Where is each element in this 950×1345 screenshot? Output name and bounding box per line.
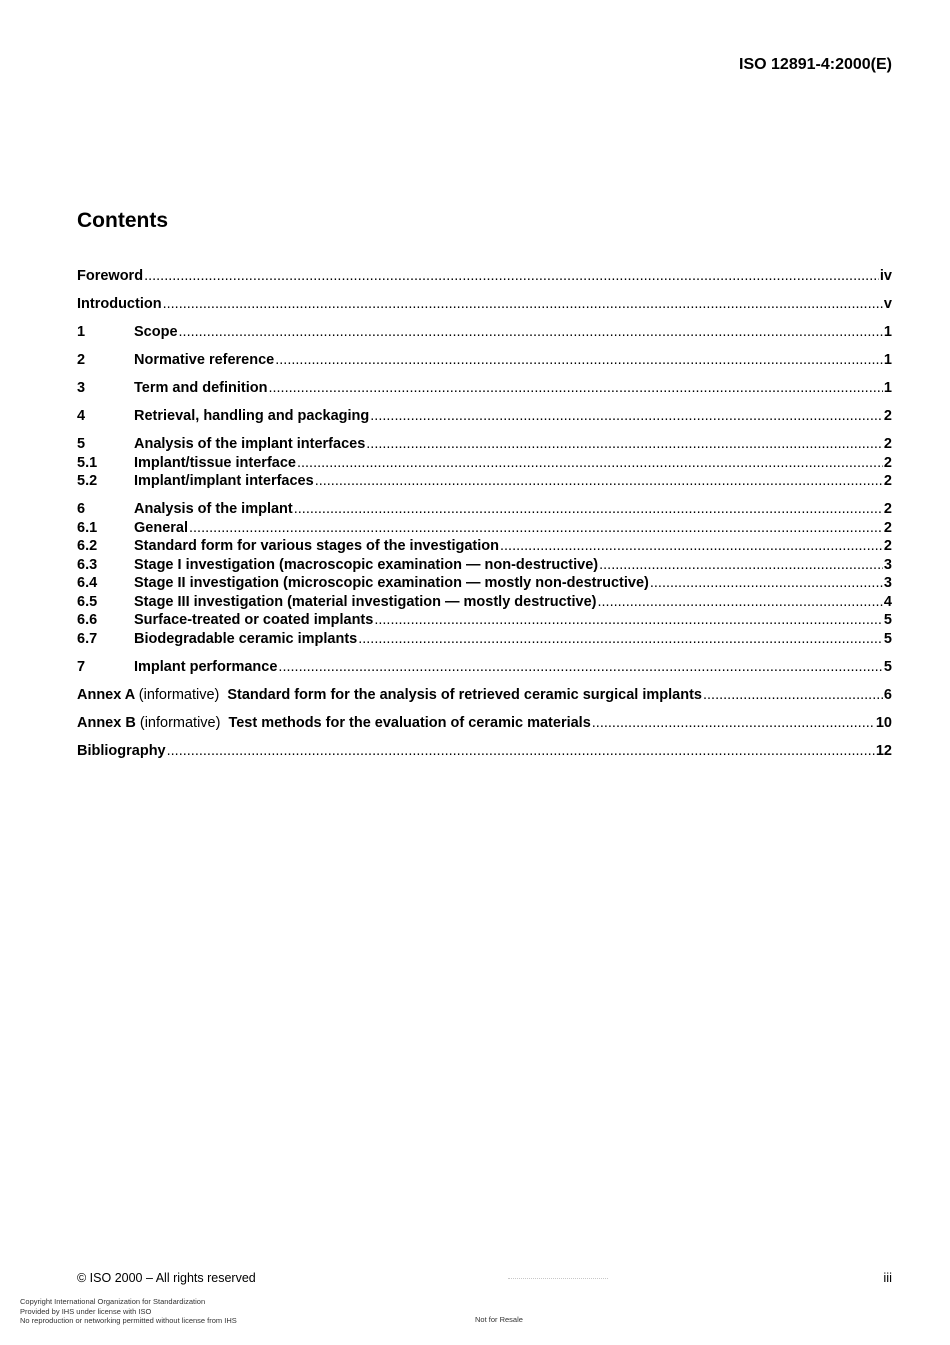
toc-entry-implant-interfaces[interactable] — [77, 435, 892, 454]
toc-title: Biodegradable ceramic implants — [134, 630, 358, 647]
toc-leader — [268, 379, 882, 398]
toc-title: Scope — [134, 324, 178, 340]
copyright-notice: © ISO 2000 – All rights reserved — [77, 1271, 256, 1285]
toc-entry-stage-2[interactable] — [77, 574, 892, 593]
toc-number: 6.1 — [77, 519, 98, 536]
toc-entry-general[interactable] — [77, 519, 892, 538]
toc-number: 6.5 — [77, 593, 98, 610]
annex-label — [77, 686, 219, 705]
license-line: No reproduction or networking permitted without license from IHS — [20, 1316, 237, 1325]
toc-title: Standard form for various stages of the investigation — [134, 538, 499, 554]
toc-leader — [294, 500, 883, 519]
toc-leader — [599, 556, 883, 575]
toc-title: Term and definition — [134, 380, 268, 396]
toc-number: 5.2 — [77, 473, 98, 489]
toc-page: 5 — [883, 612, 892, 628]
toc-leader — [366, 435, 883, 454]
toc-number: 2 — [77, 352, 86, 368]
toc-title: Surface-treated or coated implants — [134, 612, 374, 628]
toc-entry-implant-implant[interactable] — [77, 472, 892, 491]
toc-entry-foreword[interactable] — [77, 267, 892, 286]
table-of-contents — [77, 267, 892, 760]
toc-number: 3 — [77, 380, 86, 396]
toc-page: 3 — [883, 575, 892, 591]
toc-page: 6 — [883, 686, 892, 703]
toc-page: 10 — [875, 714, 892, 731]
annex-informative: (informative) — [138, 686, 220, 703]
toc-leader — [650, 574, 883, 593]
toc-page: 2 — [883, 454, 892, 471]
toc-entry-stage-3[interactable] — [77, 593, 892, 612]
toc-number: 5 — [77, 436, 86, 452]
toc-entry-retrieval[interactable] — [77, 407, 892, 426]
annex-letter: Annex A — [77, 686, 135, 703]
license-notice — [20, 1297, 237, 1326]
toc-page: 3 — [883, 556, 892, 573]
toc-entry-bibliography[interactable] — [77, 742, 892, 761]
toc-leader — [358, 630, 883, 649]
toc-title: Implant/tissue interface — [134, 454, 296, 471]
toc-page: 4 — [883, 593, 892, 610]
toc-entry-biodegradable[interactable] — [77, 630, 892, 649]
toc-title: Foreword — [77, 268, 144, 284]
toc-leader — [500, 537, 883, 556]
toc-leader — [278, 658, 883, 677]
toc-title: Analysis of the implant — [134, 501, 293, 517]
toc-number: 6.4 — [77, 575, 98, 591]
toc-page: iv — [879, 268, 892, 284]
toc-page: 2 — [883, 436, 892, 452]
toc-entry-annex-b[interactable] — [77, 714, 892, 733]
toc-page: v — [883, 296, 892, 312]
toc-title: General — [134, 519, 188, 536]
toc-title: Normative reference — [134, 352, 275, 368]
toc-page: 2 — [883, 473, 892, 489]
toc-page: 5 — [883, 630, 892, 647]
footer-watermark-mark — [508, 1276, 608, 1279]
toc-number: 6.3 — [77, 556, 98, 573]
toc-entry-annex-a[interactable] — [77, 686, 892, 705]
toc-entry-analysis-implant[interactable] — [77, 500, 892, 519]
toc-page: 2 — [883, 538, 892, 554]
toc-number: 6 — [77, 501, 86, 517]
toc-title: Test methods for the evaluation of ceramic materials — [228, 714, 591, 731]
toc-entry-stage-1[interactable] — [77, 556, 892, 575]
toc-title: Stage I investigation (macroscopic examination — non-destructive) — [134, 556, 599, 573]
toc-entry-term-definition[interactable] — [77, 379, 892, 398]
toc-number: 1 — [77, 324, 86, 340]
toc-title: Bibliography — [77, 742, 166, 759]
toc-title: Introduction — [77, 296, 162, 312]
toc-leader — [315, 472, 883, 491]
license-line: Provided by IHS under license with ISO — [20, 1306, 152, 1316]
toc-leader — [179, 323, 883, 342]
toc-page: 12 — [875, 742, 892, 759]
annex-label — [77, 714, 220, 733]
toc-number: 5.1 — [77, 454, 98, 471]
toc-entry-surface-treated[interactable] — [77, 611, 892, 630]
toc-title: Analysis of the implant interfaces — [134, 436, 366, 452]
toc-leader — [374, 611, 883, 630]
toc-title: Implant performance — [134, 658, 278, 675]
toc-leader — [598, 593, 883, 612]
toc-leader — [370, 407, 883, 426]
toc-page: 2 — [883, 408, 892, 424]
toc-page: 1 — [883, 380, 892, 396]
toc-page: 2 — [883, 501, 892, 517]
toc-page: 1 — [883, 324, 892, 340]
toc-entry-implant-performance[interactable] — [77, 658, 892, 677]
toc-number: 6.2 — [77, 538, 98, 554]
toc-entry-scope[interactable] — [77, 323, 892, 342]
toc-title: Stage III investigation (material investigation — mostly destructive) — [134, 593, 597, 610]
document-id: ISO 12891-4:2000(E) — [739, 56, 892, 73]
toc-entry-introduction[interactable] — [77, 295, 892, 314]
contents-title: Contents — [77, 209, 168, 232]
resale-notice: Not for Resale — [475, 1315, 523, 1324]
toc-title: Implant/implant interfaces — [134, 473, 314, 489]
license-line: Copyright International Organization for Standardization — [20, 1297, 206, 1306]
toc-leader — [144, 267, 879, 286]
toc-leader — [189, 519, 883, 538]
toc-leader — [163, 295, 883, 314]
toc-number: 6.6 — [77, 612, 98, 628]
toc-title: Retrieval, handling and packaging — [134, 408, 370, 424]
toc-leader — [703, 686, 883, 705]
toc-leader — [297, 454, 883, 473]
toc-number: 6.7 — [77, 630, 98, 647]
toc-number: 4 — [77, 408, 86, 424]
toc-page: 1 — [883, 352, 892, 368]
toc-leader — [592, 714, 875, 733]
toc-entry-normative-reference[interactable] — [77, 351, 892, 370]
page-number: iii — [883, 1270, 892, 1285]
toc-leader — [167, 742, 875, 761]
toc-entry-standard-form[interactable] — [77, 537, 892, 556]
toc-entry-implant-tissue[interactable] — [77, 454, 892, 473]
toc-leader — [275, 351, 883, 370]
toc-page: 5 — [883, 658, 892, 675]
toc-title: Stage II investigation (microscopic examination — mostly non-destructive) — [134, 575, 649, 591]
toc-title: Standard form for the analysis of retrieved ceramic surgical implants — [227, 686, 702, 703]
annex-letter: Annex B — [77, 714, 136, 731]
annex-informative: (informative) — [139, 714, 221, 731]
toc-page: 2 — [883, 519, 892, 536]
toc-number: 7 — [77, 658, 86, 675]
